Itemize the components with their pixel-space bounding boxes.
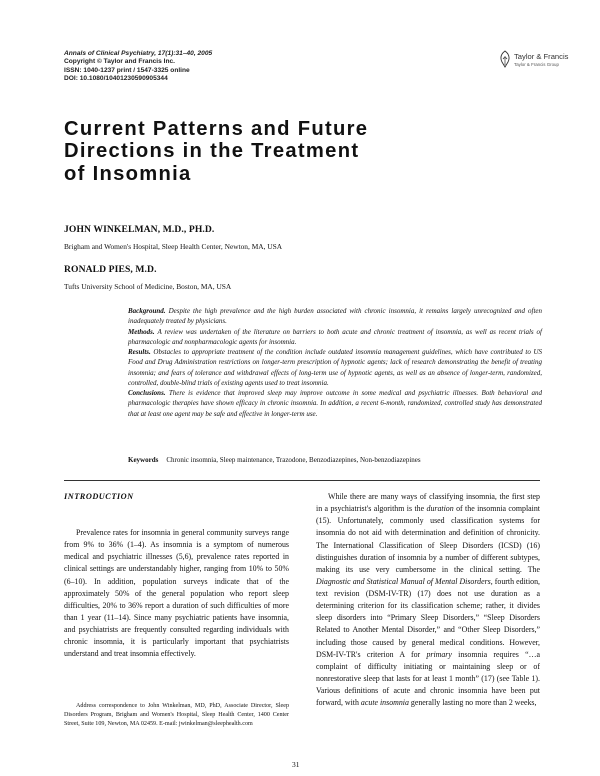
journal-citation: Annals of Clinical Psychiatry, 17(1):31–40, 2005: [64, 50, 213, 57]
abstract-text: There is evidence that improved sleep may improve outcome in some medical and psychiatric illnesses. Both behavioral and pharmacologic therapies have shown efficacy in chronic insomnia. In addition, a recent 6-month, randomized, controlled study has demonstrated that at least one agent may be safe and effective in longer-term use.: [128, 389, 543, 418]
author-2-affiliation: Tufts University School of Medicine, Boston, MA, USA: [64, 282, 232, 291]
abstract-methods: [128, 327, 542, 348]
abstract-label: Background.: [128, 307, 166, 315]
abstract: [128, 306, 542, 419]
author-1-name: JOHN WINKELMAN, M.D., PH.D.: [64, 224, 215, 235]
abstract-background: [128, 306, 542, 327]
emphasis: Diagnostic and Statistical Manual of Mental Disorders: [316, 576, 491, 586]
text-run: generally lasting no more than 2 weeks,: [408, 698, 537, 708]
page-number: 31: [292, 760, 300, 769]
doi-line: DOI: 10.1080/10401230590905344: [64, 74, 168, 82]
author-2-name: RONALD PIES, M.D.: [64, 264, 157, 275]
emphasis: primary: [426, 649, 452, 659]
text-run: insomnia requires “…a complaint of difficulty initiating or maintaining sleep or of nonrestorative sleep that lasts for at least 1 month” (17) (see Table 1). Various definitions of acute and chronic insomnia have been put forward, with: [316, 649, 540, 708]
emphasis: duration: [426, 504, 454, 514]
keywords-label: Keywords: [128, 456, 159, 464]
intro-paragraph: Prevalence rates for insomnia in general community surveys range from 9% to 36% (1–4). As insomnia is a symptom of numerous medical and psychiatric illnesses (5,6), prevalence rates reported in clinical settings are understandably higher, ranging from 10% to 50% (6–10). In addition, population surveys indicate that of the approximately 50% of the general population who report sleep difficulties, 20% to 36% report a duration of such difficulties of more than 1 year (11–14). Since many psychiatric patients have insomnia, and psychiatrists are frequently consulted regarding individuals with chronic insomnia, it is particularly important that psychiatrists understand and treat insomnia effectively.: [64, 528, 289, 659]
section-divider: [64, 480, 540, 481]
abstract-label: Conclusions.: [128, 389, 166, 397]
abstract-label: Results.: [128, 348, 151, 356]
left-column: [64, 527, 289, 660]
keywords: [128, 456, 421, 464]
publisher-logo-icon: [498, 50, 512, 68]
author-1-affiliation: Brigham and Women's Hospital, Sleep Health Center, Newton, MA, USA: [64, 242, 283, 251]
title-line-3: of Insomnia: [64, 162, 192, 185]
abstract-conclusions: [128, 388, 542, 419]
article-title: [64, 118, 368, 185]
keywords-list: Chronic insomnia, Sleep maintenance, Trazodone, Benzodiazepines, Non-benzodiazepines: [166, 456, 421, 464]
title-line-1: Current Patterns and Future: [64, 118, 369, 140]
emphasis: acute insomnia: [360, 698, 409, 708]
title-line-2: Directions in the Treatment: [64, 140, 360, 163]
publisher-name: Taylor & Francis: [514, 52, 569, 61]
text-run: of the insomnia complaint (15). Unfortunately, commonly used classification systems for insomnia do not aid with determination and definition of chronicity. The International Classification of Sleep Disorders (ICSD) (16) distinguishes duration of insomnia by a number of different subtypes, making its use very cumbersome in the clinical setting. The: [316, 504, 540, 574]
abstract-label: Methods.: [128, 327, 155, 336]
abstract-text: Despite the high prevalence and the high burden associated with chronic insomnia, it remains largely unrecognized and often inadequately treated by physicians.: [128, 307, 543, 326]
journal-info: [64, 50, 212, 83]
text-run: , fourth edition, text revision (DSM-IV-TR) (17) does not use duration as a determining criterion for its classification scheme; rather, it divides sleep disorders into “Primary Sleep Disorders,” “Sleep Disorders Related to Another Mental Disorder,” and “Other Sleep Disorders,” including those caused by general medical conditions. However, DSM-IV-TR's criterion A for: [316, 576, 541, 659]
right-column-paragraph: [316, 491, 540, 709]
abstract-results: [128, 347, 542, 388]
footnote-text: Address correspondence to John Winkelman, MD, PhD, Associate Director, Sleep Disorders Program, Brigham and Women's Hospital, Sleep Health Center, 1400 Center Street, Suite 109, Newton, MA 02459. E-mail: jwinkelman@sleephealth.com: [64, 703, 289, 727]
abstract-text: A review was undertaken of the literature on barriers to both acute and chronic treatment of insomnia, as well as recent trials of pharmacologic and nonpharmacologic agents for insomnia.: [128, 327, 543, 346]
text-run: While there are many ways of classifying insomnia, the first step in a psychiatrist's algorithm is the: [316, 492, 540, 514]
publisher-logo: [498, 50, 588, 78]
introduction-heading: INTRODUCTION: [64, 492, 134, 501]
correspondence-footnote: [64, 702, 289, 728]
issn-line: ISSN: 1040-1237 print / 1547-3325 online: [64, 66, 190, 74]
copyright-line: Copyright © Taylor and Francis Inc.: [64, 58, 175, 66]
right-column: [316, 491, 540, 709]
publisher-subtitle: Taylor & Francis Group: [514, 62, 559, 67]
abstract-text: Obstacles to appropriate treatment of the condition include outdated insomnia management guidelines, which have contributed to US Food and Drug Administration restrictions on longer-term prescription of hypnotic agents; lack of research demonstrating the benefit of treating insomnia; and fears of tolerance and withdrawal effects of long-term use of hypnotic agents, as well as an absence of longer-term, randomized, controlled, double-blind trials of existing agents used to treat insomnia.: [128, 348, 543, 387]
